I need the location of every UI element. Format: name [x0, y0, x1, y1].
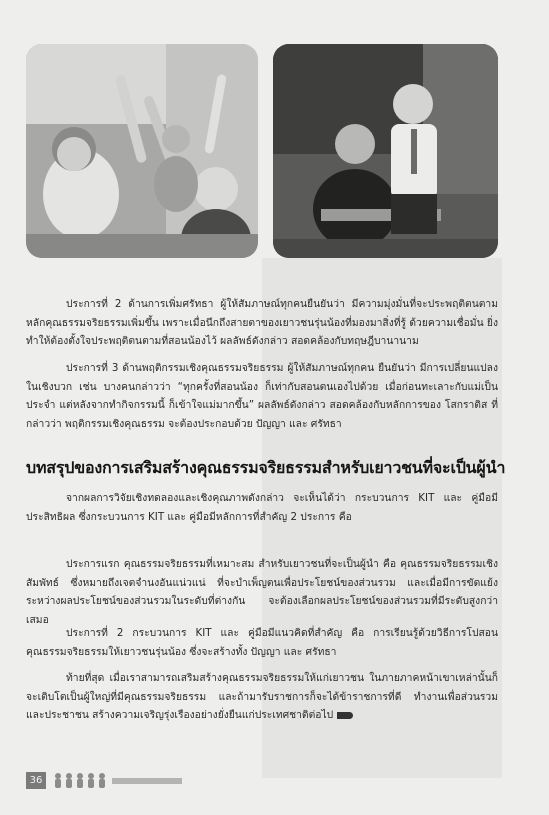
footer-figures-icon — [52, 772, 192, 789]
paragraph-behavior: ประการที่ 3 ด้านพฤติกรรมเชิงคุณธรรมจริยธรรม ผู้ให้สัมภาษณ์ทุกคน ยืนยันว่า มีการเปลี่ยนแปลงในเชิงบวก เช่น บางคนกล่าวว่า “ทุกครั้งที่สอนน้อง ก็เท่ากับสอนตนเองไปด้วย เมื่อก่อนทะเลาะกับแม่เป็นประจำ แต่หลังจากทำกิจกรรมนี้ ก็เข้าใจแม่มากขึ้น” ผลลัพธ์ดังกล่าว สอดคล้องกับหลักการของ โสกราติส ที่กล่าวว่า พฤติกรรมเชิงคุณธรรม จะต้องประกอบด้วย ปัญญา และ ศรัทธา — [26, 362, 498, 430]
student-teacher-photo — [273, 44, 498, 258]
classroom-photo — [26, 44, 258, 258]
paragraph-faith: ประการที่ 2 ด้านการเพิ่มศรัทธา ผู้ให้สัมภาษณ์ทุกคนยืนยันว่า มีความมุ่งมั่นที่จะประพฤติตนตามหลักคุณธรรมจริยธรรมเพิ่มขึ้น เพราะเมื่อนึกถึงสายตาของเยาวชนรุ่นน้องที่มองมาสิ่งที่รู้ ด้วยความเชื่อมั่น ยิ่งทำให้ต้องตั้งใจประพฤติตนตามที่สอนน้องไว้ ผลลัพธ์ดังกล่าว สอดคล้องกับทฤษฎีบานานาม — [26, 298, 498, 347]
paragraph-research-results: จากผลการวิจัยเชิงทดลองและเชิงคุณภาพดังกล่าว จะเห็นได้ว่า กระบวนการ KIT และ คู่มือมีประสิทธิผล ซึ่งกระบวนการ KIT และ คู่มือมีหลักการที่สำคัญ 2 ประการ คือ — [26, 492, 498, 523]
section-heading: บทสรุปของการเสริมสร้างคุณธรรมจริยธรรมสำหรับเยาวชนที่จะเป็นผู้นำ — [26, 458, 506, 477]
conclusion-text: ท้ายที่สุด เมื่อเราสามารถเสริมสร้างคุณธรรมจริยธรรมให้แก่เยาวชน ในภายภาคหน้าเขาเหล่านั้นก็จะเติบโตเป็นผู้ใหญ่ที่มีคุณธรรมจริยธรรม และถ้ามารับราชการก็จะได้ข้าราชการที่ดี ทำงานเพื่อส่วนรวมและประชาชน สร้างความเจริญรุ่งเรืองอย่างยั่งยืนแก่ประเทศชาติต่อไป — [26, 672, 498, 721]
paragraph-second-principle: ประการที่ 2 กระบวนการ KIT และ คู่มือมีแนวคิดที่สำคัญ คือ การเรียนรู้ด้วยวิธีการโปสอนคุณธรรมจริยธรรมให้เยาวชนรุ่นน้อง ซึ่งจะสร้างทั้ง ปัญญา และ ศรัทธา — [26, 627, 498, 658]
paragraph-first-principle: ประการแรก คุณธรรมจริยธรรมที่เหมาะสม สำหรับเยาวชนที่จะเป็นผู้นำ คือ คุณธรรมจริยธรรมเชิงสัมพัทธ์ ซึ่งหมายถึงเจตจำนงอันแน่วแน่ ที่จะบำเพ็ญตนเพื่อประโยชน์ของส่วนรวม และเมื่อมีการขัดแย้งระหว่างผลประโยชน์ของส่วนรวมในระดับที่ต่างกัน จะต้องเลือกผลประโยชน์ของส่วนรวมที่มีระดับสูงกว่าเสมอ — [26, 558, 498, 626]
end-of-article-icon — [337, 712, 353, 719]
paragraph-conclusion — [26, 669, 498, 725]
page-number: 36 — [26, 772, 46, 789]
